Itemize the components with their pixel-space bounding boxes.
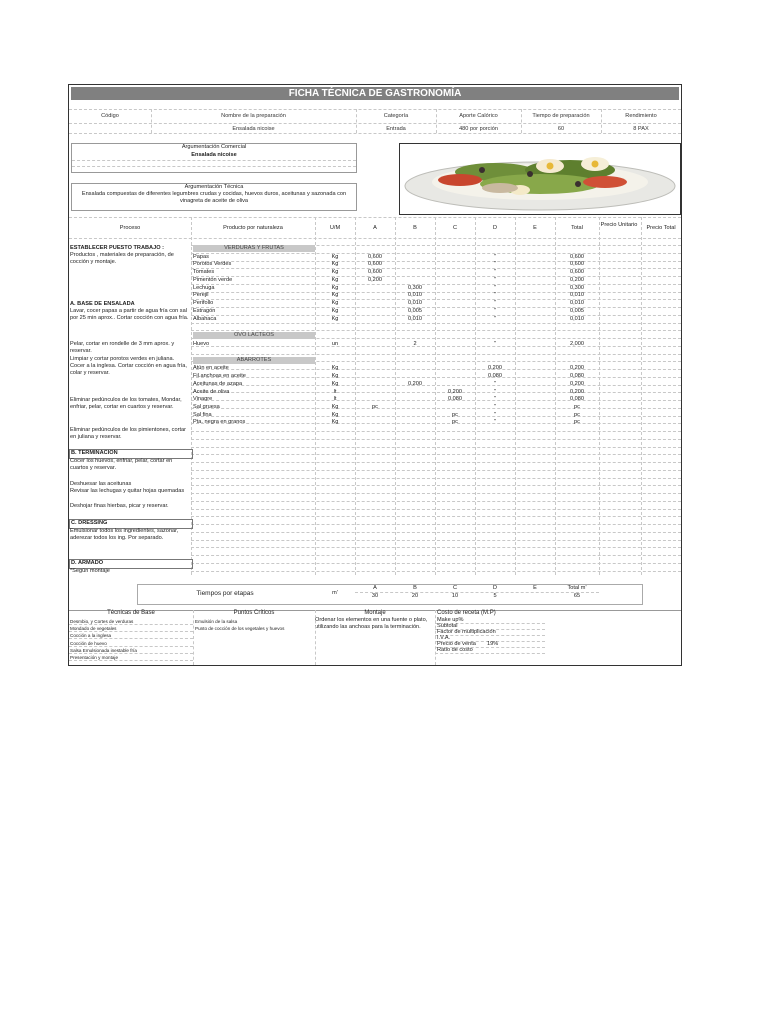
tiempos-value-0: 30 [371,593,379,599]
ingredient-a: pc [372,404,378,410]
ingredient-total: 0,080 [570,373,584,379]
footer-puntos-label: Puntos Críticos [233,610,275,616]
tiempos-header-1: B [413,585,417,591]
col-header-proceso: Proceso [119,225,141,231]
ingredient-name: Perifollo [193,300,214,306]
ingredient-d: " [494,277,496,283]
ingredient-name: Pta. negra en granos [193,419,246,425]
header-label-categoria: Categoría [383,113,409,119]
ingredient-um: lt [333,389,337,395]
group-verduras: VERDURAS Y FRUTAS [193,245,315,252]
ingredient-d: 0,200 [488,365,502,371]
tiempos-unit: m' [332,590,338,596]
ingredient-total: 0,600 [570,254,584,260]
ingredient-total: 0,080 [570,396,584,402]
ingredient-name: Albahaca [193,316,217,322]
ingredient-um: Kg [331,373,339,379]
ingredient-total: 0,200 [570,389,584,395]
ingredient-um: Kg [331,308,339,314]
salad-illustration [400,144,680,214]
proceso-armado: D. ARMADO [71,560,104,566]
header-label-codigo: Código [101,113,119,119]
ingredient-d: " [494,419,496,425]
group-ovo-lacteos: OVO LACTEOS [193,332,315,339]
ingredient-total: pc [574,419,580,425]
costo-item: Make up% [437,617,464,623]
ingredient-b: 0,300 [408,285,422,291]
ingredient-name: Perejil [193,292,209,298]
ingredient-total: 0,200 [570,277,584,283]
ingredient-d: " [494,292,496,298]
ingredient-name: Huevo [193,341,210,347]
ingredient-name: Sal gruesa [193,404,220,410]
argumentacion-comercial-label: Argumentación Comercial [181,144,247,150]
argumentacion-comercial-value: Ensalada nicoise [191,152,237,158]
col-header-b: B [413,225,417,231]
tiempos-header-0: A [373,585,377,591]
proceso-segun-montaje: *Según montaje [70,568,110,574]
ingredient-a: 0,600 [368,261,382,267]
col-header-precio-total: Precio Total [646,225,676,231]
tiempos-value-5: 65 [573,593,581,599]
header-value-rendimiento: 8 PAX [633,126,649,132]
tiempos-value-1: 20 [411,593,419,599]
header-label-nombre: Nombre de la preparación [221,113,286,119]
ingredient-name: Lechuga [193,285,215,291]
proceso-pelar: Pelar, cortar en rondelle de 3 mm aprox. y reservar. [70,341,175,354]
footer-iva-value: 19% [487,641,499,647]
ingredient-um: Kg [331,381,339,387]
ingredient-name: Estragón [193,308,216,314]
ingredient-total: 0,200 [570,381,584,387]
ingredient-um: Kg [331,261,339,267]
proceso-huevos: Cocer los huevos, enfriar, pelar, cortar en cuartos y reservar. [70,458,173,471]
tecnica-item: Mondado de vegetales [70,626,117,632]
proceso-terminacion: B. TERMINACION [71,450,118,456]
ingredient-name: Aceite de oliva [193,389,230,395]
ingredient-name: Atún en aceite [193,365,229,371]
ingredient-um: Kg [331,316,339,322]
argumentacion-comercial-box [71,143,357,173]
tiempos-header-4: E [533,585,537,591]
ingredient-d: " [494,254,496,260]
ingredient-d: " [494,308,496,314]
ingredient-d: " [494,396,496,402]
col-header-a: A [373,225,377,231]
ingredient-um: Kg [331,269,339,275]
ingredient-name: Pimentón verde [193,277,233,283]
ingredient-b: 2 [413,341,417,347]
tecnica-item: Presentación y montaje [70,655,119,660]
proceso-hierbas: Deshojar finas hierbas, picar y reservar. [70,503,169,509]
header-label-aporte: Aporte Calórico [459,113,498,119]
costo-item: Factor de multiplicación [437,629,496,635]
ingredient-b: 0,010 [408,316,422,322]
header-value-nombre: Ensalada nicoise [232,126,275,132]
ingredient-name: Sal fina [193,412,212,418]
proceso-porotos: Limpiar y cortar porotos verdes en juliana. Cocer a la inglesa. Cortar cocción en agua fría, colar y reservar. [70,356,187,376]
proceso-base-ensalada: A. BASE DE ENSALADA [70,301,135,307]
ingredient-d: " [494,269,496,275]
ingredient-total: 0,600 [570,261,584,267]
ingredient-b: 0,010 [408,300,422,306]
ingredient-a: 0,600 [368,254,382,260]
ingredient-total: 0,300 [570,285,584,291]
ingredient-name: Fil.anchoas en aceite [193,373,246,379]
footer-montaje-label: Montaje [364,610,386,616]
argumentacion-tecnica-box [71,183,357,211]
recipe-sheet [68,84,682,666]
ingredient-b: 0,200 [408,381,422,387]
ingredient-total: pc [574,404,580,410]
proceso-dressing: C. DRESSING [71,520,108,526]
tiempos-label: Tiempos por etapas [196,590,254,597]
tecnica-item: Desmbio, y Cortes de verduras [70,619,134,624]
tiempos-header-2: C [452,585,458,591]
ingredient-c: pc [452,419,458,425]
ingredient-c: pc [452,412,458,418]
col-header-d: D [492,225,498,231]
ingredient-name: Tomates [193,269,215,275]
dish-photo [399,143,681,215]
ingredient-name: Vinagre [193,396,213,402]
tecnica-item: Salsa Emulsionada inestable fría [70,647,137,653]
header-value-tiempo: 60 [557,126,565,132]
costo-item: Ratio de costo [437,647,473,653]
ingredient-d: " [494,285,496,291]
ingredient-d: " [494,404,496,410]
punto-critico-item: Punto de cocción de los vegetales y huevos [195,626,285,631]
header-value-aporte: 480 por porción [459,126,498,132]
ingredient-d: 0,080 [488,373,502,379]
ingredient-um: Kg [331,300,339,306]
ingredient-b: 0,005 [408,308,422,314]
proceso-puesto: ESTABLECER PUESTO TRABAJO : [70,245,164,251]
ingredient-name: Porotos Verdes [193,261,232,267]
sheet-title: FICHA TÉCNICA DE GASTRONOMÍA [71,87,679,100]
col-header-um: U/M [329,225,341,231]
ingredient-a: 0,200 [368,277,382,283]
group-abarrotes: ABARROTES [193,357,315,364]
tiempos-header-5: Total m' [567,585,587,591]
ingredient-total: 0,010 [570,292,584,298]
proceso-emulsionar: Emulsionar todos los ingredientes, sazonar, aderezar todos los ing. Por separado. [70,528,179,541]
ingredient-d: " [494,381,496,387]
ingredient-total: 0,005 [570,308,584,314]
ingredient-um: Kg [331,277,339,283]
punto-critico-item: Emulsión de la salsa [195,619,238,624]
col-header-producto: Producto por naturaleza [223,225,283,231]
proceso-papas: Lavar, cocer papas a partir de agua fría con sal por 25 min aprox.. Cortar cocción con agua fría. [70,308,189,321]
ingredient-um: Kg [331,254,339,260]
ingredient-c: 0,200 [448,389,462,395]
tecnica-item: Cocción a la inglesa [70,633,112,639]
argumentacion-tecnica-label: Argumentación Técnica [184,184,244,190]
ingredient-um: Kg [331,404,339,410]
proceso-tomates: Eliminar pedúnculos de los tomates, Mondar, enfriar, pelar, cortar en cuartos y reservar. [70,397,182,410]
tiempos-value-3: 5 [493,593,497,599]
ingredient-total: 0,200 [570,365,584,371]
tiempos-value-2: 10 [451,593,459,599]
footer-tecnicas-label: Técnicas de Base [107,610,155,616]
tiempos-header-3: D [492,585,498,591]
costo-item: I.V.A. [437,635,451,641]
proceso-aceitunas: Deshuesar las aceitunas [70,481,132,487]
ingredient-name: Aceitunas de azapa [193,381,243,387]
ingredient-d: " [494,261,496,267]
ingredient-total: 2,000 [570,341,584,347]
col-header-total: Total [571,225,583,231]
ingredient-d: " [494,389,496,395]
ingredient-um: Kg [331,412,339,418]
ingredient-um: un [331,341,339,347]
proceso-lechugas: Revisar las lechugas y quitar hojas quemadas [70,488,185,494]
col-header-precio-unitario: Precio Unitario [600,222,638,228]
ingredient-um: Kg [331,285,339,291]
costo-item: Precio de venta [437,641,476,647]
ingredient-um: Kg [331,365,339,371]
ingredient-total: 0,010 [570,300,584,306]
argumentacion-tecnica-value: Ensalada compuestas de diferentes legumbres crudas y cocidas, huevos duros, aceitunas y sazonada con vinagreta de aceite de oliva [81,191,347,204]
ingredient-a: 0,600 [368,269,382,275]
ingredient-total: 0,010 [570,316,584,322]
header-value-categoria: Entrada [386,126,406,132]
footer-montaje-text: Ordenar los elementos en una fuente o plato, utilizando las anchoas para la terminación. [315,617,428,630]
ingredient-d: " [494,341,496,347]
col-header-c: C [452,225,458,231]
ingredient-d: " [494,412,496,418]
ingredient-b: 0,010 [408,292,422,298]
tecnica-item: Cocción de huevo [70,640,107,646]
proceso-productos: Productos , materiales de preparación, de cocción y montaje. [70,252,174,265]
ingredient-um: Kg [331,292,339,298]
header-label-tiempo: Tiempo de preparación [532,113,590,119]
proceso-pimentones: Eliminar pedúnculos de los pimientones, cortar en juliana y reservar. [70,427,186,440]
costo-item: Subtotal [437,623,458,629]
ingredient-um: lt [333,396,337,402]
header-label-rendimiento: Rendimiento [625,113,657,119]
col-header-e: E [533,225,537,231]
footer-costo-label: Costo de receta (M.P) [437,610,496,616]
ingredient-total: 0,600 [570,269,584,275]
ingredient-d: " [494,300,496,306]
ingredient-c: 0,080 [448,396,462,402]
ingredient-name: Papas [193,254,209,260]
ingredient-um: Kg [331,419,339,425]
ingredient-d: " [494,316,496,322]
ingredient-total: pc [574,412,580,418]
